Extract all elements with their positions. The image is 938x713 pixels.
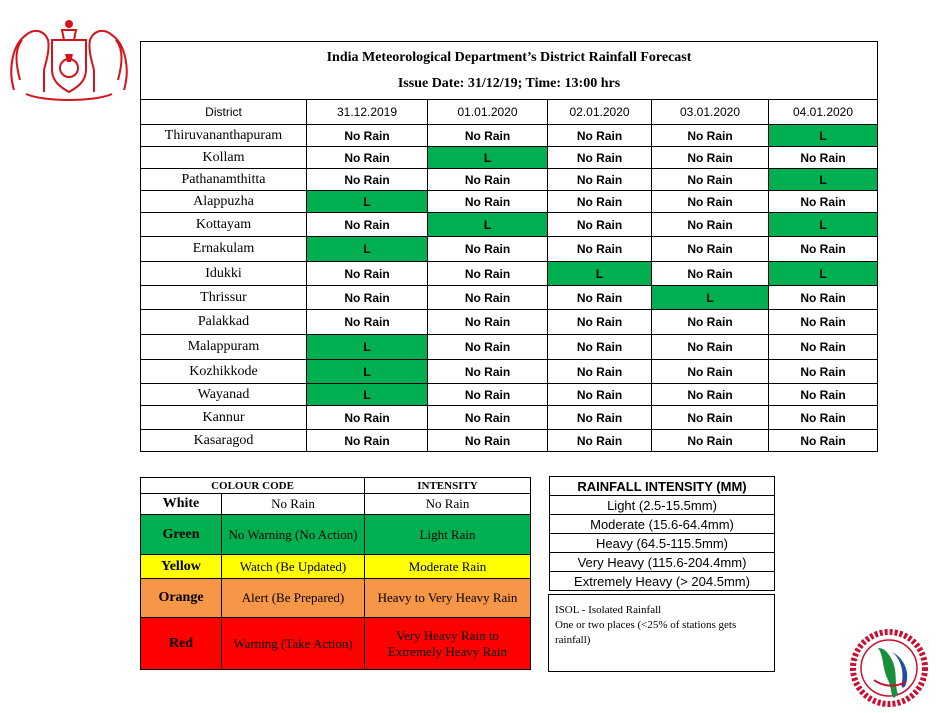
district-name: Pathanamthitta [141,169,307,191]
colour-meaning: Alert (Be Prepared) [222,579,365,618]
forecast-cell: No Rain [652,262,769,286]
forecast-cell: No Rain [428,286,548,310]
colour-row-orange [141,579,531,618]
forecast-cell: No Rain [548,213,652,237]
date-column-header: 31.12.2019 [307,100,428,125]
district-name: Wayanad [141,384,307,406]
forecast-cell: L [307,360,428,384]
forecast-cell: No Rain [548,384,652,406]
table-row [141,360,878,384]
forecast-cell: No Rain [428,191,548,213]
forecast-cell: No Rain [307,430,428,452]
forecast-cell: No Rain [307,310,428,335]
kerala-emblem-icon [4,10,134,105]
forecast-cell: No Rain [769,384,878,406]
forecast-cell: No Rain [548,360,652,384]
table-row [141,147,878,169]
table-row [141,191,878,213]
intensity-range-extremely-heavy: Extremely Heavy (> 204.5mm) [550,572,775,591]
district-name: Thiruvananthapuram [141,125,307,147]
forecast-cell: No Rain [769,310,878,335]
district-name: Idukki [141,262,307,286]
forecast-cell: L [769,262,878,286]
forecast-cell: No Rain [428,237,548,262]
district-name: Kollam [141,147,307,169]
isol-note-box [548,594,775,672]
date-column-header: 02.01.2020 [548,100,652,125]
forecast-cell: No Rain [428,360,548,384]
table-row [141,430,878,452]
forecast-cell: No Rain [652,237,769,262]
colour-intensity: Heavy to Very Heavy Rain [365,579,531,618]
forecast-cell: No Rain [548,237,652,262]
forecast-cell: No Rain [307,262,428,286]
forecast-cell: No Rain [428,310,548,335]
date-column-header: 01.01.2020 [428,100,548,125]
colour-meaning: Watch (Be Updated) [222,555,365,579]
forecast-cell: L [548,262,652,286]
forecast-cell: No Rain [548,147,652,169]
table-row [141,262,878,286]
forecast-cell: No Rain [652,430,769,452]
forecast-cell: No Rain [769,430,878,452]
forecast-cell: No Rain [769,286,878,310]
colour-intensity: Light Rain [365,515,531,555]
colour-name: Yellow [141,555,222,579]
district-name: Kozhikkode [141,360,307,384]
forecast-cell: No Rain [548,430,652,452]
district-name: Ernakulam [141,237,307,262]
table-row [141,169,878,191]
intensity-range-very-heavy: Very Heavy (115.6-204.4mm) [550,553,775,572]
forecast-cell: No Rain [548,169,652,191]
forecast-cell: L [652,286,769,310]
forecast-cell: No Rain [307,169,428,191]
forecast-cell: No Rain [652,169,769,191]
forecast-cell: No Rain [548,125,652,147]
forecast-cell: No Rain [428,169,548,191]
forecast-cell: No Rain [548,286,652,310]
colour-name: Green [141,515,222,555]
forecast-cell: No Rain [652,310,769,335]
forecast-cell: No Rain [769,237,878,262]
district-name: Palakkad [141,310,307,335]
forecast-cell: No Rain [428,335,548,360]
forecast-cell: No Rain [652,213,769,237]
forecast-cell: No Rain [652,384,769,406]
forecast-cell: L [307,191,428,213]
colour-intensity: Moderate Rain [365,555,531,579]
colour-name: Orange [141,579,222,618]
isol-note-description: One or two places (<25% of stations gets rainfall) [555,619,737,646]
issue-date-line: Issue Date: 31/12/19; Time: 13:00 hrs [397,75,621,91]
table-row [141,406,878,430]
forecast-cell: No Rain [428,430,548,452]
isol-note-title: ISOL - Isolated Rainfall [555,604,662,616]
district-name: Kasaragod [141,430,307,452]
forecast-cell: No Rain [428,262,548,286]
colour-meaning: Warning (Take Action) [222,618,365,670]
forecast-cell: No Rain [769,406,878,430]
forecast-title: India Meteorological Department’s District Rainfall Forecast [326,49,692,65]
table-row [141,237,878,262]
forecast-cell: L [307,237,428,262]
district-name: Thrissur [141,286,307,310]
forecast-cell: No Rain [652,360,769,384]
forecast-cell: No Rain [652,191,769,213]
disaster-management-logo-icon [848,628,930,708]
colour-meaning: No Rain [222,494,365,515]
forecast-cell: L [769,125,878,147]
colour-name: Red [141,618,222,670]
forecast-cell: No Rain [548,406,652,430]
forecast-cell: L [769,169,878,191]
forecast-cell: No Rain [548,191,652,213]
forecast-cell: No Rain [428,384,548,406]
forecast-cell: No Rain [548,335,652,360]
forecast-cell: L [428,213,548,237]
date-column-header: 04.01.2020 [769,100,878,125]
forecast-cell: No Rain [652,406,769,430]
intensity-header: INTENSITY [365,478,531,494]
district-rainfall-forecast-table [140,41,878,452]
forecast-cell: L [769,213,878,237]
colour-intensity: Very Heavy Rain to Extremely Heavy Rain [365,618,531,670]
table-row [141,335,878,360]
forecast-cell: No Rain [307,147,428,169]
intensity-range-heavy: Heavy (64.5-115.5mm) [550,534,775,553]
colour-name: White [141,494,222,515]
forecast-cell: L [307,335,428,360]
table-row [141,213,878,237]
forecast-cell: No Rain [548,310,652,335]
table-row [141,286,878,310]
forecast-cell: No Rain [307,125,428,147]
date-column-header: 03.01.2020 [652,100,769,125]
forecast-cell: No Rain [769,360,878,384]
colour-row-white [141,494,531,515]
intensity-range-moderate: Moderate (15.6-64.4mm) [550,515,775,534]
district-name: Alappuzha [141,191,307,213]
forecast-cell: L [307,384,428,406]
colour-row-yellow [141,555,531,579]
colour-code-header-row [141,478,531,494]
forecast-cell: No Rain [652,335,769,360]
table-header-row [141,100,878,125]
forecast-cell: No Rain [769,147,878,169]
colour-meaning: No Warning (No Action) [222,515,365,555]
district-column-header: District [141,100,307,125]
intensity-range-light: Light (2.5-15.5mm) [550,496,775,515]
colour-row-red [141,618,531,670]
district-name: Malappuram [141,335,307,360]
district-name: Kannur [141,406,307,430]
colour-code-table [140,477,531,670]
rainfall-intensity-table [549,476,775,591]
forecast-cell: No Rain [307,286,428,310]
forecast-title-cell [141,42,878,100]
forecast-cell: No Rain [769,335,878,360]
district-name: Kottayam [141,213,307,237]
forecast-cell: No Rain [652,125,769,147]
table-row [141,384,878,406]
forecast-cell: No Rain [307,213,428,237]
forecast-cell: No Rain [428,125,548,147]
forecast-cell: No Rain [428,406,548,430]
forecast-cell: L [428,147,548,169]
colour-row-green [141,515,531,555]
table-row [141,310,878,335]
table-row [141,125,878,147]
colour-intensity: No Rain [365,494,531,515]
forecast-cell: No Rain [307,406,428,430]
colour-code-header: COLOUR CODE [141,478,365,494]
rainfall-intensity-title: RAINFALL INTENSITY (MM) [550,477,775,496]
forecast-cell: No Rain [769,191,878,213]
forecast-cell: No Rain [652,147,769,169]
